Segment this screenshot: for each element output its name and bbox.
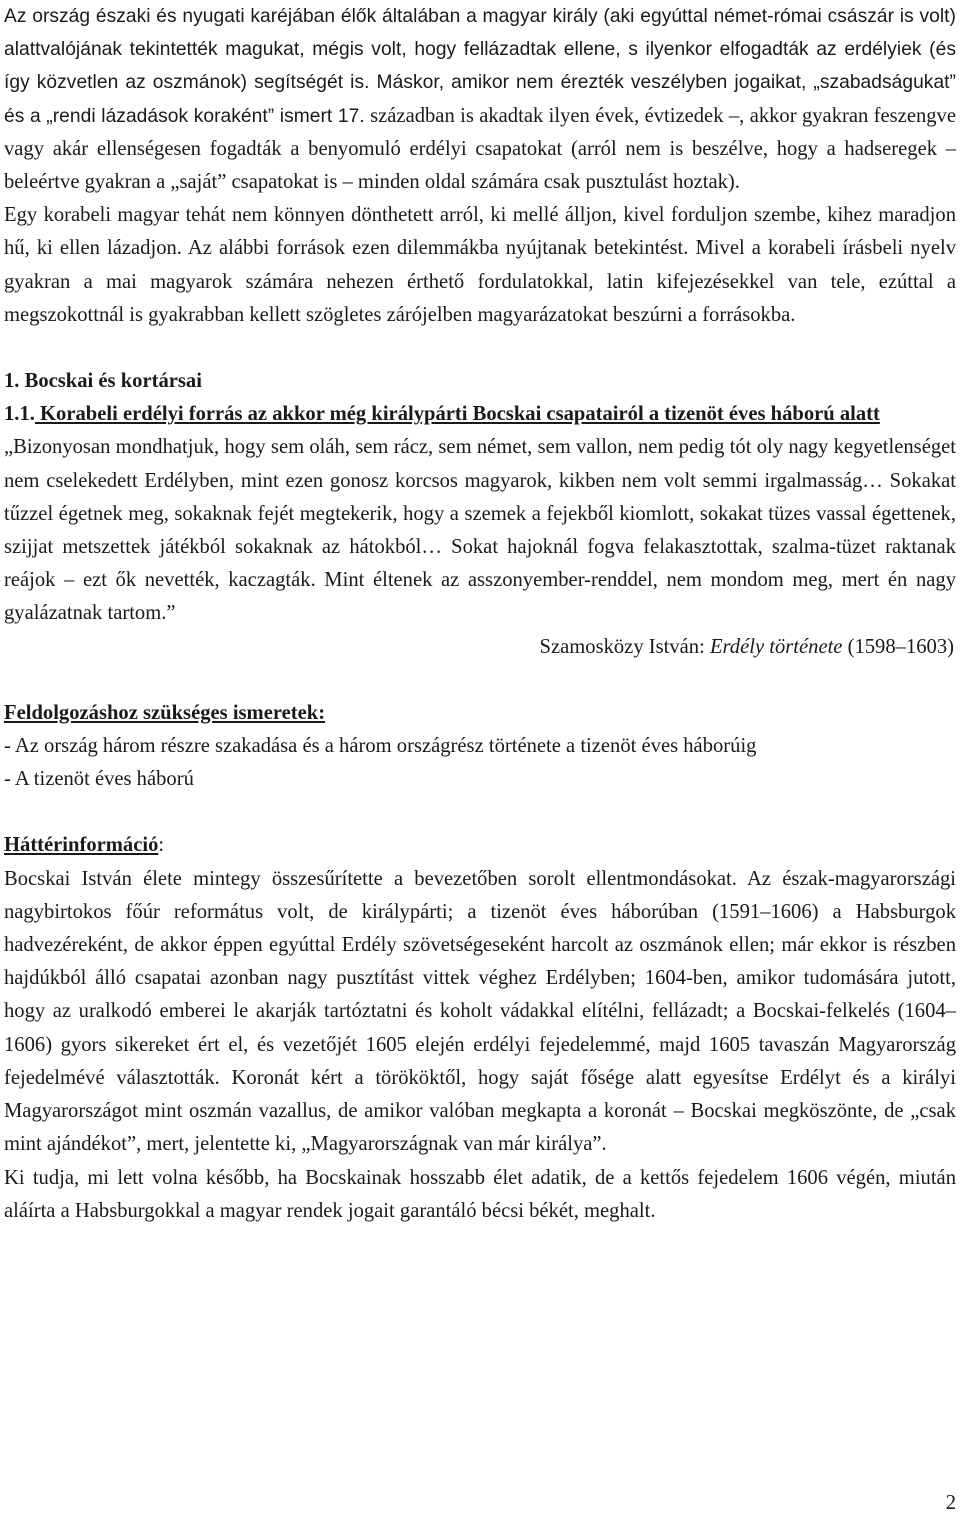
subsection-title: Korabeli erdélyi forrás az akkor még királypárti Bocskai csapatairól a tizenöt éves háború alatt	[34, 403, 880, 426]
dilemma-paragraph	[4, 199, 956, 332]
section-heading: 1. Bocskai és kortársai	[4, 370, 202, 393]
page-number: 2	[945, 1492, 956, 1514]
subsection-number: 1.1.	[4, 403, 35, 426]
intro-serif-text: században is akadtak ilyen évek, évtizedek –, akkor gyakran feszengve vagy akár ellenségesen fogadták a benyomuló erdélyi csapatokat (arról nem is beszélve, hogy a hadseregek – beleértve gyakran a „saját” csapatokat is – minden oldal számára csak pusztulást hoztak).	[4, 104, 956, 194]
quote-attribution	[4, 631, 956, 664]
prereq-item: - Az ország három részre szakadása és a három országrész története a tizenöt éves háborúig	[4, 735, 757, 758]
language-note-text: Mivel a korabeli írásbeli nyelv gyakran a mai magyarok számára nehezen érthető fordulatokkal, latin kifejezésekkel van tele, ezúttal a megszokottnál is gyakrabban kellett szögletes zárójelben magyarázatokat beszúrni a forrásokba.	[4, 237, 956, 326]
prereq-item: - A tizenöt éves háború	[4, 768, 194, 791]
quote-author: Szamosközy István:	[539, 635, 710, 658]
intro-paragraph	[4, 0, 956, 199]
background-heading	[4, 829, 956, 862]
quote-work-title: Erdély története	[709, 635, 843, 658]
background-paragraph: Bocskai István élete mintegy összesűrítette a bevezetőben sorolt ellentmondásokat. Az észak-magyarországi nagybirtokos főúr református volt, de királypárti; a tizenöt éves háborúban (1591–1606) a Habsburgok hadvezéreként, de akkor éppen egyúttal Erdély szövetségeseként harcolt az oszmánok ellen; már ekkor is részben hajdúkból álló csapatai azonban nagy pusztítást vittek véghez Erdélyben; 1604-ben, amikor tudomására jutott, hogy az uralkodó emberei le akarják tartóztatni és koholt vádakkal elítélni, fellázadt; a Bocskai-felkelés (1604–1606) gyors sikereket ért el, és vezetőjét 1605 elején erdélyi fejedelemmé, majd 1605 tavaszán Magyarország fejedelmévé választották. Koronát kért a törököktől, hogy saját fősége alatt egyesítse Erdélyt és a királyi Magyarországot mint oszmán vazallus, de amikor valóban megkapta a koronát – Bocskai megköszönte, de „csak mint ajándékot”, mert, jelentette ki, „Magyarországnak van már királya”.	[4, 867, 956, 1156]
background-heading-text: Háttérinformáció	[4, 834, 159, 857]
source-quote: „Bizonyosan mondhatjuk, hogy sem oláh, sem rácz, sem német, sem vallon, nem pedig tót oly nagy kegyetlenséget nem cselekedett Erdélyben, mint ezen gonosz korcsos magyarok, kikben nem volt semmi irgalmasság… Sokakat tűzzel égetnek meg, sokaknak fejét megtekerik, hogy a szemek a fejekből kiomlott, sokakat tüzes vassal égettenek, szijjat metszettek játékból sokaknak az hátokból… Sokat hajoknál fogva felakasztottak, szalma-tüzet raktanak reájok – ezt ők nevették, kaczagták. Mint éltenek az asszonyember-renddel, nem mondom meg, mert én nagy gyalázatnak tartom.”	[4, 436, 956, 625]
prereq-heading: Feldolgozáshoz szükséges ismeretek:	[4, 701, 326, 724]
background-heading-colon: :	[158, 834, 165, 857]
intro-sans-text: Az ország északi és nyugati karéjában élők általában a magyar király (aki egyúttal német-római császár is volt) alattvalójának tekintették magukat, mégis volt, hogy fellázadtak ellene, s ilyenkor elfogadták az erdélyiek (és így közvetlen az oszmánok) segítségét is. Máskor, amikor nem érezték veszélyben jogaikat, „szabadságukat” és a „rendi lázadások koraként” ismert 17.	[4, 6, 956, 127]
document-page	[4, 0, 956, 1228]
quote-years: (1598–1603)	[842, 635, 954, 658]
closing-paragraph: Ki tudja, mi lett volna később, ha Bocskainak hosszabb élet adatik, de a kettős fejedelem 1606 végén, miután aláírta a Habsburgokkal a magyar rendek jogait garantáló bécsi békét, meghalt.	[4, 1166, 956, 1222]
dilemma-text: Egy korabeli magyar tehát nem könnyen dönthetett arról, ki mellé álljon, kivel forduljon szembe, kihez maradjon hű, ki ellen lázadjon. Az alábbi források ezen dilemmákba nyújtanak betekintést.	[4, 204, 956, 260]
subsection-heading	[4, 398, 956, 431]
